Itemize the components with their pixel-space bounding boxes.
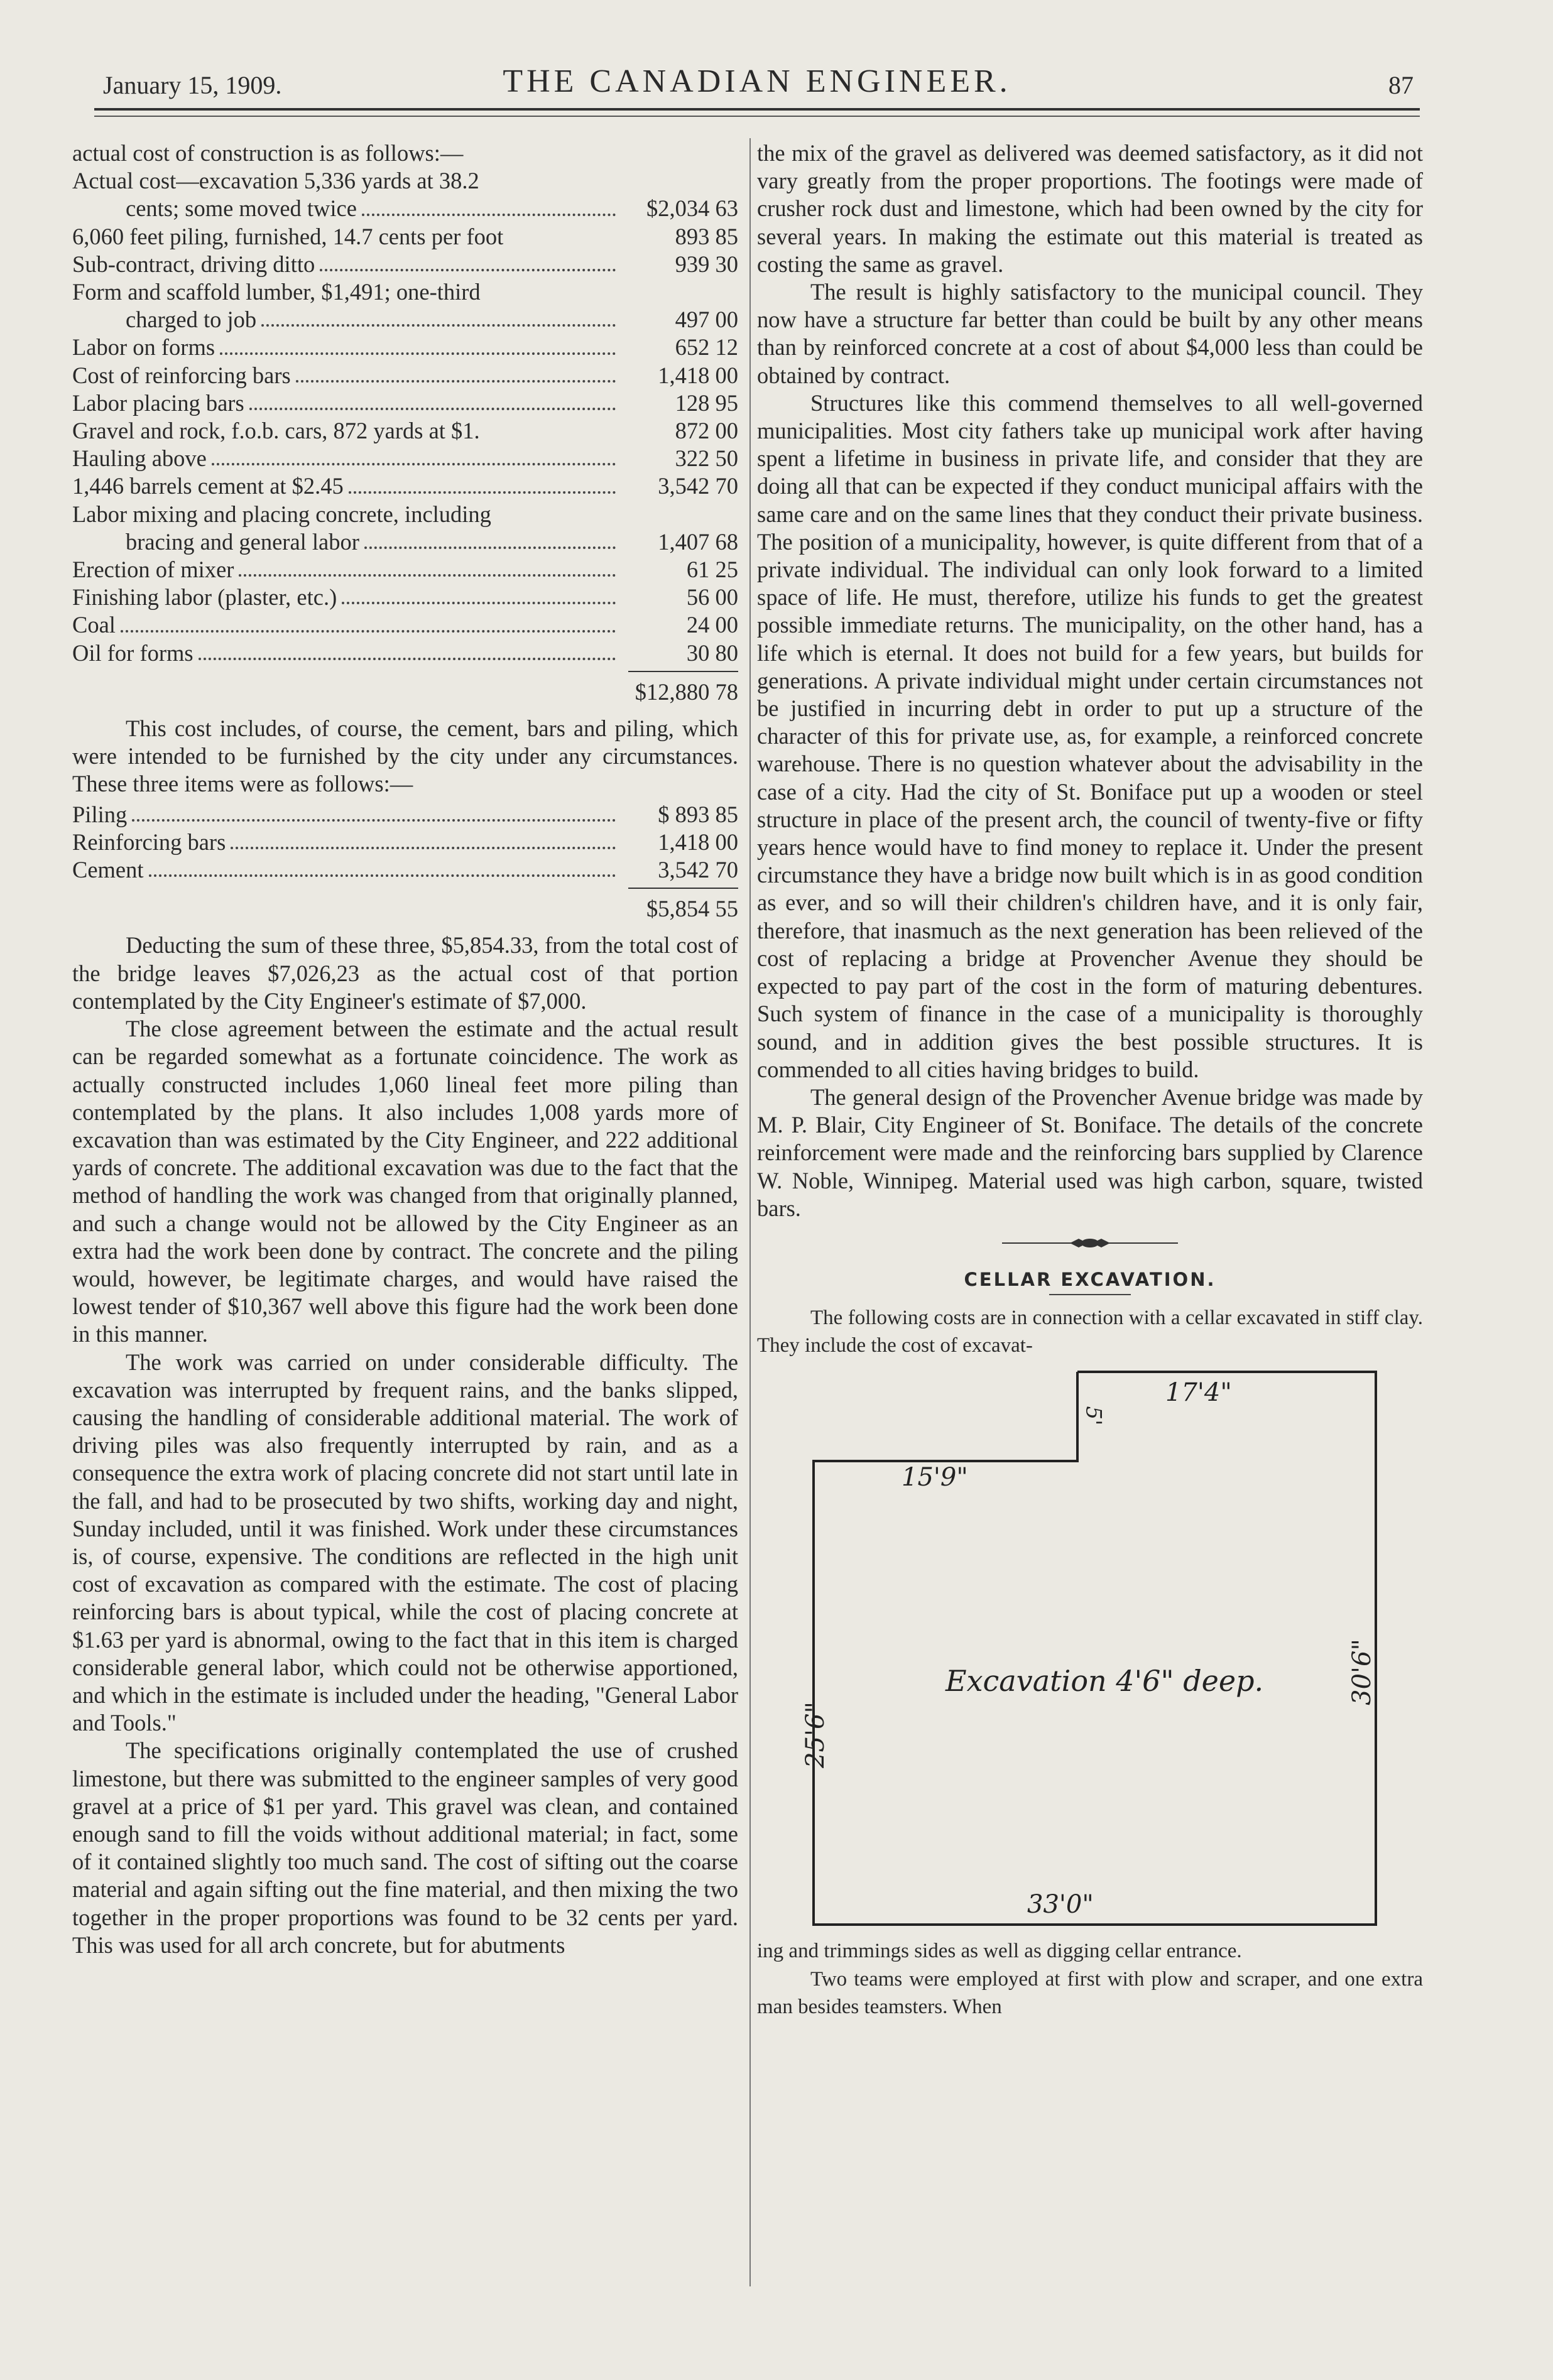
paragraph: The close agreement between the estimate and the actual result can be regarded somewhat as a fortunate coincidence. The work as actually constructed includes 1,060 lineal feet more piling than contemplated by the plans. It also includes 1,008 yards more of excavation than was estimated by the City Engineer, and 222 additional yards of concrete. The additional excavation was due to the fact that the method of handling the work was changed from that originally planned, and such a change would not be allowed by the City Engineer as an extra had the work been done by contract. The concrete and the piling would, however, be legitimate charges, and would have raised the lowest tender of $10,367 well above this figure had the work been done in this manner. — [72, 1016, 738, 1347]
cost-label: Erection of mixer — [72, 557, 234, 583]
paragraph: Deducting the sum of these three, $5,854.33, from the total cost of the bridge leaves $7,026,23 as the actual cost of that portion contemplated by the City Engineer's estimate of $7,000. — [72, 932, 738, 1014]
paragraph: The specifications originally contemplated the use of crushed limestone, but there was submitted to the engineer samples of very good gravel at a price of $1 per yard. This gravel was clean, and contained enough sand to fill the voids without additional material; in fact, some of it contained slightly too much sand. The cost of sifting out the coarse material and again sifting out the fine material, and then mixing the two together in the proper proportions was found to be 32 cents per yard. This was used for all arch concrete, but for abutments — [72, 1737, 738, 1958]
paragraph: Structures like this commend themselves to all well-governed municipalities. Most city fathers take up municipal work after having spent a lifetime in business in private life, and consider that they are doing all that can be expected if they conduct municipal affairs with the same care and on the same lines that they conduct their private business. The position of a municipality, however, is quite different from that of a private individual. The individual can only look forward to a limited space of life. He must, therefore, utilize his funds to get the greatest possible immediate returns. The municipality, on the other hand, has a life which is eternal. It does not build for a few years, but builds for generations. A private individual might under certain circumstances not be justified in incurring debt in order to put up a structure of the character of this for private use, as, for example, a reinforced concrete warehouse. There is no question whatever about the advisability in the case of a city. Had the city of St. Boniface put up a wooden or steel structure in place of the present arch, the council of twenty-five or fifty years hence would have to find money to replace it. Under the present circumstance they have a bridge now built which is in as good condition as ever, and so will their children's children have, and it is only fair, therefore, that inasmuch as the next generation has been relieved of the cost of replacing a bridge at Provencher Avenue they should be expected to pay part of the cost in the form of maturing debentures. Such system of finance in the case of a municipality is thoroughly sound, and in addition gives the best possible structures. It is commended to all cities having bridges to build. — [757, 389, 1423, 1082]
cost-label: Labor mixing and placing concrete, including — [72, 501, 491, 527]
cost-label: Piling — [72, 801, 128, 827]
cost-label: 1,446 barrels cement at $2.45 — [72, 473, 344, 499]
cost-row — [72, 167, 738, 195]
cost-row — [72, 501, 738, 528]
dot-leader — [220, 352, 616, 355]
cost-amount: 3,542 70 — [658, 857, 738, 883]
dot-leader — [364, 546, 616, 549]
cost-label: bracing and general labor — [126, 528, 359, 555]
cellar-plan-drawing — [757, 1359, 1423, 1937]
cost-amount: 1,407 68 — [658, 528, 738, 555]
cost-label: charged to job — [126, 307, 257, 333]
left-column — [72, 139, 738, 1959]
cost-row — [72, 223, 738, 251]
cost-label: Coal — [72, 612, 116, 638]
dim-right: 30'6" — [1347, 1639, 1376, 1706]
cost-row — [72, 251, 738, 278]
cost-label: Cement — [72, 857, 144, 883]
cost-amount: 30 80 — [686, 639, 738, 666]
dot-leader — [199, 658, 616, 660]
header-rule-thin — [94, 116, 1420, 117]
cost-amount: 652 12 — [675, 334, 738, 361]
paragraph: The general design of the Provencher Avenue bridge was made by M. P. Blair, City Engineer of St. Boniface. The details of the concrete reinforcement were made and the reinforcing bars supplied by Clarence W. Noble, Winnipeg. Material used was high carbon, square, twisted bars. — [757, 1084, 1423, 1221]
paragraph: The following costs are in connection with a cellar excavated in stiff clay. They include the cost of excavat- — [757, 1306, 1423, 1357]
right-column — [757, 139, 1423, 2021]
page-number: 87 — [1388, 71, 1414, 99]
cost-label: Finishing labor (plaster, etc.) — [72, 584, 337, 611]
excavation-label: Excavation 4'6" deep. — [945, 1664, 1264, 1698]
cost-row — [72, 856, 738, 884]
dim-notch: 5' — [1081, 1406, 1106, 1426]
journal-title: THE CANADIAN ENGINEER. — [503, 63, 1011, 99]
cost-row — [72, 306, 738, 334]
cost-row — [72, 639, 738, 667]
cost-label: Cost of reinforcing bars — [72, 362, 291, 388]
cost-label: Gravel and rock, f.o.b. cars, 872 yards at $1. — [72, 418, 480, 444]
dot-leader — [121, 630, 616, 633]
cost-label: Hauling above — [72, 445, 207, 472]
cost-row — [72, 829, 738, 856]
cost-amount: 1,418 00 — [658, 362, 738, 388]
column-divider — [749, 138, 751, 2286]
cost-row — [72, 362, 738, 389]
cost-amount: 872 00 — [675, 418, 738, 444]
cost-label: 6,060 feet piling, furnished, 14.7 cents per foot — [72, 223, 504, 249]
cost-row — [72, 528, 738, 556]
cost-row — [72, 389, 738, 417]
cost-amount: 61 25 — [686, 557, 738, 583]
dot-leader — [149, 874, 616, 877]
cost-row — [72, 278, 738, 306]
cost-amount: 24 00 — [686, 612, 738, 638]
dim-bottom: 33'0" — [1027, 1890, 1094, 1920]
cost-amount: 128 95 — [675, 389, 738, 416]
cost-label: Sub-contract, driving ditto — [72, 251, 315, 277]
cost-amount: 3,542 70 — [658, 473, 738, 499]
dot-leader — [485, 435, 616, 438]
dot-leader — [320, 269, 616, 271]
section-rule — [1049, 1294, 1131, 1295]
cost-label: Labor placing bars — [72, 389, 244, 416]
dot-leader — [362, 214, 616, 216]
paragraph: ing and trimmings sides as well as digging cellar entrance. — [757, 1940, 1242, 1963]
paragraph: The work was carried on under considerable difficulty. The excavation was interrupted by frequent rains, and the banks slipped, causing the handling of considerable additional material. The work of driving piles was also frequently interrupted by rain, and as a consequence the extra work of placing concrete did not start until late in the fall, and had to be prosecuted by two shifts, working day and night, Sunday included, until it was finished. Work under these circumstances is, of course, expensive. The conditions are reflected in the high unit cost of excavation as compared with the estimate. The cost of placing reinforcing bars is about typical, while the cost of placing concrete at $1.63 per yard is abnormal, owing to the fact that in this item is charged considerable general labor, which could not be otherwise apportioned, and which in the estimate is included under the heading, "General Labor and Tools." — [72, 1349, 738, 1736]
dim-left: 25'6" — [800, 1702, 830, 1769]
cost-amount: 1,418 00 — [658, 829, 738, 855]
dot-leader — [212, 463, 616, 465]
cost-amount: 322 50 — [675, 445, 738, 472]
cost-row — [72, 195, 738, 222]
cost-amount: $2,034 63 — [646, 195, 738, 222]
cost-amount: 497 00 — [675, 307, 738, 333]
dot-leader — [296, 380, 616, 383]
paragraph: This cost includes, of course, the cement, bars and piling, which were intended to be furnished by the city under any circumstances. These three items were as follows:— — [72, 715, 738, 797]
cost-label: Reinforcing bars — [72, 829, 226, 855]
cost-table — [72, 167, 738, 667]
cost-row — [72, 801, 738, 829]
cost-row — [72, 417, 738, 445]
cost-amount: 939 30 — [675, 251, 738, 277]
cost-label: Oil for forms — [72, 639, 193, 666]
cost-row — [72, 445, 738, 472]
cost-label: Labor on forms — [72, 334, 215, 361]
dot-leader — [231, 847, 616, 849]
ornament-rule-icon — [996, 1234, 1184, 1252]
dot-leader — [342, 602, 616, 604]
total-rule — [628, 671, 738, 672]
dim-step: 15'9" — [902, 1463, 968, 1492]
running-header — [94, 63, 1420, 107]
section-title: CELLAR EXCAVATION. — [964, 1268, 1216, 1290]
cost-label: Actual cost—excavation 5,336 yards at 38.2 — [72, 168, 479, 194]
cost-row — [72, 334, 738, 361]
material-cost-table — [72, 801, 738, 884]
cost-amount: $ 893 85 — [658, 801, 738, 827]
cost-label: Form and scaffold lumber, $1,491; one-third — [72, 279, 481, 305]
dot-leader — [508, 241, 616, 244]
grand-total: $12,880 78 — [635, 678, 738, 705]
paragraph: the mix of the gravel as delivered was deemed satisfactory, as it did not vary greatly from the proper proportions. The footings were made of crusher rock dust and limestone, which had been owned by the city for several years. In making the estimate out this material is treated as costing the same as gravel. — [757, 140, 1423, 277]
cost-row — [72, 472, 738, 500]
cost-label: cents; some moved twice — [126, 195, 357, 222]
dot-leader — [249, 408, 616, 410]
cost-row — [72, 584, 738, 611]
header-rule — [94, 108, 1420, 111]
cost-intro: actual cost of construction is as follows:— — [72, 140, 464, 166]
paragraph: Two teams were employed at first with plow and scraper, and one extra man besides teamsters. When — [757, 1967, 1423, 2018]
cost-row — [72, 611, 738, 639]
cellar-outline — [757, 1359, 1423, 1937]
total-rule — [628, 888, 738, 889]
issue-date: January 15, 1909. — [103, 71, 282, 99]
material-total: $5,854 55 — [646, 896, 738, 922]
dim-top: 17'4" — [1165, 1378, 1232, 1408]
dot-leader — [349, 491, 616, 494]
cost-amount: 56 00 — [686, 584, 738, 611]
cost-row — [72, 556, 738, 584]
dot-leader — [261, 324, 616, 327]
paragraph: The result is highly satisfactory to the municipal council. They now have a structure far better than could be built by any other means than by reinforced concrete at a cost of about $4,000 less than could be obtained by contract. — [757, 279, 1423, 388]
cost-amount: 893 85 — [675, 223, 738, 249]
dot-leader — [132, 819, 616, 822]
dot-leader — [239, 574, 616, 577]
section-ornament — [757, 1234, 1423, 1252]
